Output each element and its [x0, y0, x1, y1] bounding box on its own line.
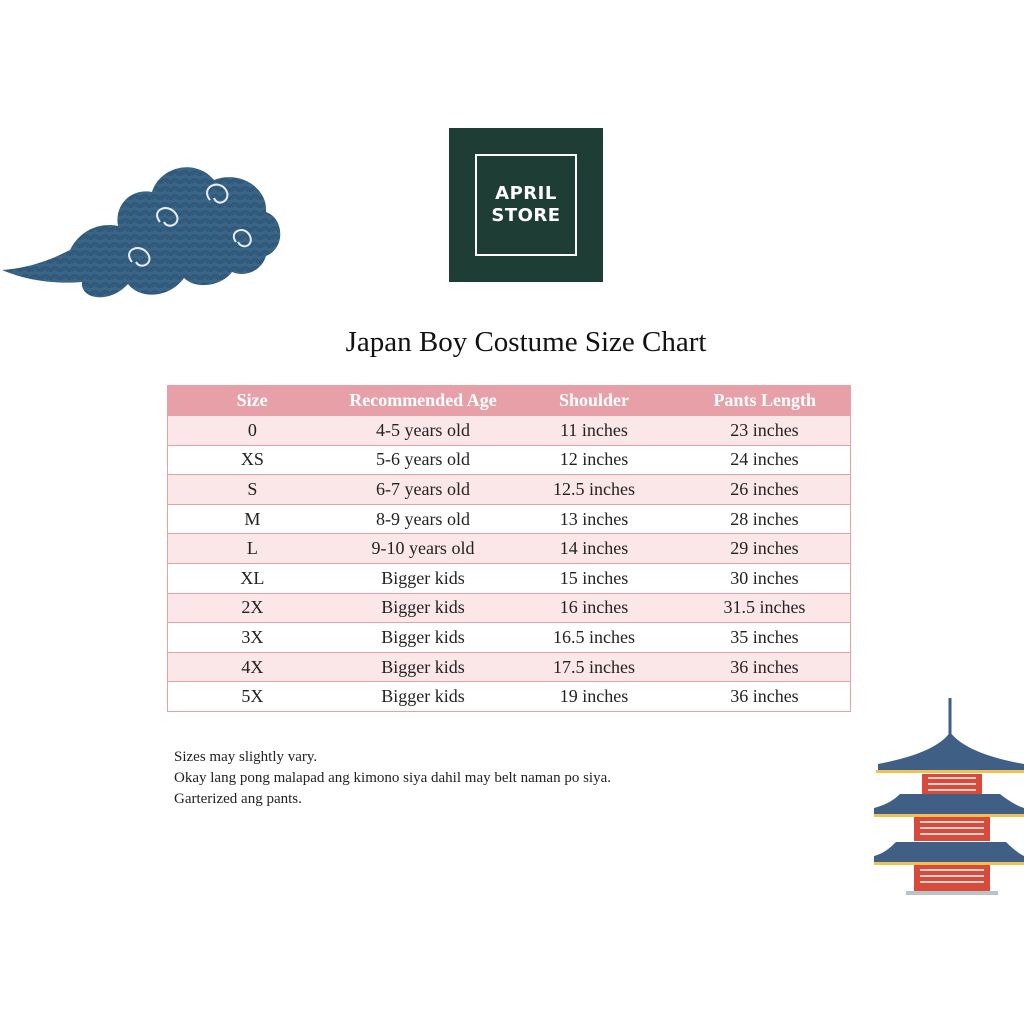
cell-age: 5-6 years old — [337, 445, 509, 475]
cell-size: 2X — [168, 593, 337, 623]
cell-pants-length: 28 inches — [679, 504, 851, 534]
note-line: Garterized ang pants. — [174, 791, 302, 807]
table-row — [168, 534, 851, 564]
cell-shoulder: 15 inches — [509, 563, 679, 593]
pagoda-illustration — [870, 698, 1024, 898]
cell-size: XL — [168, 563, 337, 593]
table-row — [168, 593, 851, 623]
cell-age: Bigger kids — [337, 682, 509, 712]
table-row — [168, 682, 851, 712]
table-row — [168, 563, 851, 593]
cell-age: Bigger kids — [337, 652, 509, 682]
cell-age: 4-5 years old — [337, 416, 509, 446]
cell-size: M — [168, 504, 337, 534]
note-line: Sizes may slightly vary. — [174, 749, 318, 765]
table-row — [168, 475, 851, 505]
cell-shoulder: 12.5 inches — [509, 475, 679, 505]
cell-size: L — [168, 534, 337, 564]
cell-shoulder: 17.5 inches — [509, 652, 679, 682]
logo-text-line2: STORE — [491, 205, 561, 226]
cell-size: 5X — [168, 682, 337, 712]
cell-size: XS — [168, 445, 337, 475]
cell-pants-length: 30 inches — [679, 563, 851, 593]
cell-pants-length: 36 inches — [679, 682, 851, 712]
cell-age: Bigger kids — [337, 593, 509, 623]
table-row — [168, 504, 851, 534]
cell-size: 0 — [168, 416, 337, 446]
cell-pants-length: 36 inches — [679, 652, 851, 682]
table-row — [168, 652, 851, 682]
cell-shoulder: 16.5 inches — [509, 623, 679, 653]
cell-shoulder: 13 inches — [509, 504, 679, 534]
cell-age: Bigger kids — [337, 563, 509, 593]
cell-shoulder: 11 inches — [509, 416, 679, 446]
cell-pants-length: 29 inches — [679, 534, 851, 564]
cell-shoulder: 16 inches — [509, 593, 679, 623]
cell-pants-length: 26 inches — [679, 475, 851, 505]
cell-shoulder: 19 inches — [509, 682, 679, 712]
size-chart-table — [167, 385, 851, 712]
header-size: Size — [168, 386, 337, 416]
note-line: Okay lang pong malapad ang kimono siya dahil may belt naman po siya. — [174, 770, 611, 786]
table-row — [168, 445, 851, 475]
logo-text-line1: APRIL — [495, 183, 557, 204]
table-row — [168, 623, 851, 653]
cell-age: Bigger kids — [337, 623, 509, 653]
cell-age: 6-7 years old — [337, 475, 509, 505]
logo-frame — [475, 154, 577, 256]
cell-pants-length: 31.5 inches — [679, 593, 851, 623]
page-title: Japan Boy Costume Size Chart — [345, 326, 707, 358]
notes — [174, 747, 611, 810]
header-pants-length: Pants Length — [679, 386, 851, 416]
header-recommended-age: Recommended Age — [337, 386, 509, 416]
header-shoulder: Shoulder — [509, 386, 679, 416]
cell-age: 9-10 years old — [337, 534, 509, 564]
cell-size: 3X — [168, 623, 337, 653]
cell-shoulder: 12 inches — [509, 445, 679, 475]
cell-shoulder: 14 inches — [509, 534, 679, 564]
table-header-row — [168, 386, 851, 416]
cell-pants-length: 24 inches — [679, 445, 851, 475]
cell-size: 4X — [168, 652, 337, 682]
table-row — [168, 416, 851, 446]
cell-size: S — [168, 475, 337, 505]
cell-age: 8-9 years old — [337, 504, 509, 534]
cloud-illustration — [0, 152, 284, 304]
cell-pants-length: 35 inches — [679, 623, 851, 653]
store-logo — [449, 128, 603, 282]
cell-pants-length: 23 inches — [679, 416, 851, 446]
